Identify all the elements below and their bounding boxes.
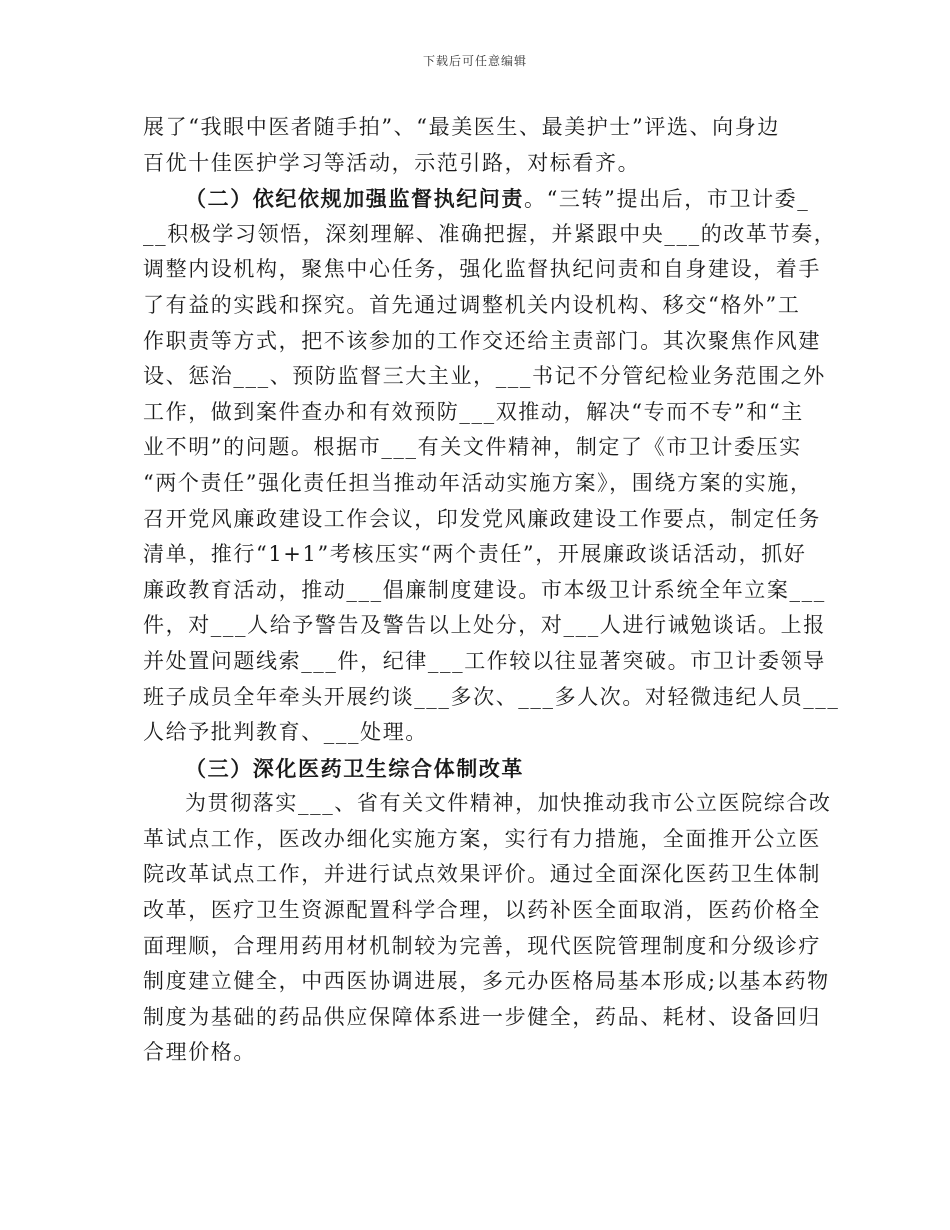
paragraph-2-line: 调整内设机构，聚焦中心任务，强化监督执纪问责和自身建设，着手 bbox=[143, 257, 821, 282]
paragraph-2-line: 了有益的实践和探究。首先通过调整机关内设机构、移交“格外”工 bbox=[143, 292, 801, 317]
paragraph-2-line: 廉政教育活动，推动___倡廉制度建设。市本级卫计系统全年立案___ bbox=[143, 577, 826, 602]
paragraph-2-line: __积极学习领悟，深刻理解、准确把握，并紧跟中央___的改革节奏， bbox=[143, 221, 837, 246]
paragraph-2-line: 件，对___人给予警告及警告以上处分，对___人进行诫勉谈话。上报 bbox=[143, 613, 826, 638]
paragraph-3-line: 院改革试点工作，并进行试点效果评价。通过全面深化医药卫生体制 bbox=[143, 862, 821, 887]
paragraph-2-line: 作职责等方式，把不该参加的工作交还给主责部门。其次聚焦作风建 bbox=[143, 328, 821, 353]
paragraph-2-first-line bbox=[143, 181, 813, 217]
paragraph-2-line: 班子成员全年牵头开展约谈___多次、___多人次。对轻微违纪人员___ bbox=[143, 684, 840, 709]
paragraph-2-line: 并处置问题线索___件，纪律___工作较以往显著突破。市卫计委领导 bbox=[143, 648, 826, 673]
paragraph-2-line: 工作，做到案件查办和有效预防___双推动，解决“专而不专”和“主 bbox=[143, 399, 804, 424]
paragraph-3-line: 革试点工作，医改办细化实施方案，实行有力措施，全面推开公立医 bbox=[143, 826, 821, 851]
paragraph-3-line: 合理价格。 bbox=[143, 1040, 256, 1065]
paragraph-1-line-2: 百优十佳医护学习等活动，示范引路，对标看齐。 bbox=[143, 150, 641, 175]
paragraph-3-line: 制度为基础的药品供应保障体系进一步健全，药品、耗材、设备回归 bbox=[143, 1004, 821, 1029]
paragraph-3-line: 改革，医疗卫生资源配置科学合理，以药补医全面取消，医药价格全 bbox=[143, 898, 821, 923]
document-body bbox=[143, 110, 840, 1071]
section-2-heading: （二）依纪依规加强监督执纪问责 bbox=[185, 186, 524, 212]
page-header: 下载后可任意编辑 bbox=[422, 54, 527, 68]
section-3-heading: （三）深化医药卫生综合体制改革 bbox=[185, 755, 524, 781]
paragraph-3-line: 制度建立健全，中西医协调进展，多元办医格局基本形成;以基本药物 bbox=[143, 969, 830, 994]
paragraph-3-line: 面理顺，合理用药用材机制较为完善，现代医院管理制度和分级诊疗 bbox=[143, 933, 821, 958]
paragraph-2-first-line-text: 。“三转”提出后，市卫计委_ bbox=[524, 187, 810, 212]
paragraph-2-line: “两个责任”强化责任担当推动年活动实施方案》，围绕方案的实施， bbox=[143, 470, 813, 495]
paragraph-1-line-1: 展了“我眼中医者随手拍”、“最美医生、最美护士”评选、向身边 bbox=[143, 115, 780, 139]
paragraph-2-line: 人给予批判教育、___处理。 bbox=[143, 720, 428, 745]
paragraph-3-first-line: 为贯彻落实___、省有关文件精神，加快推动我市公立医院综合改 bbox=[185, 791, 832, 816]
paragraph-2-line: 设、惩治___、预防监督三大主业，___书记不分管纪检业务范围之外 bbox=[143, 364, 826, 389]
paragraph-2-line: 召开党风廉政建设工作会议，印发党风廉政建设工作要点，制定任务 bbox=[143, 506, 821, 531]
paragraph-2-line: 业不明”的问题。根据市___有关文件精神，制定了《市卫计委压实 bbox=[143, 435, 802, 460]
paragraph-2-line: 清单，推行“1+1”考核压实“两个责任”，开展廉政谈话活动，抓好 bbox=[143, 542, 807, 567]
